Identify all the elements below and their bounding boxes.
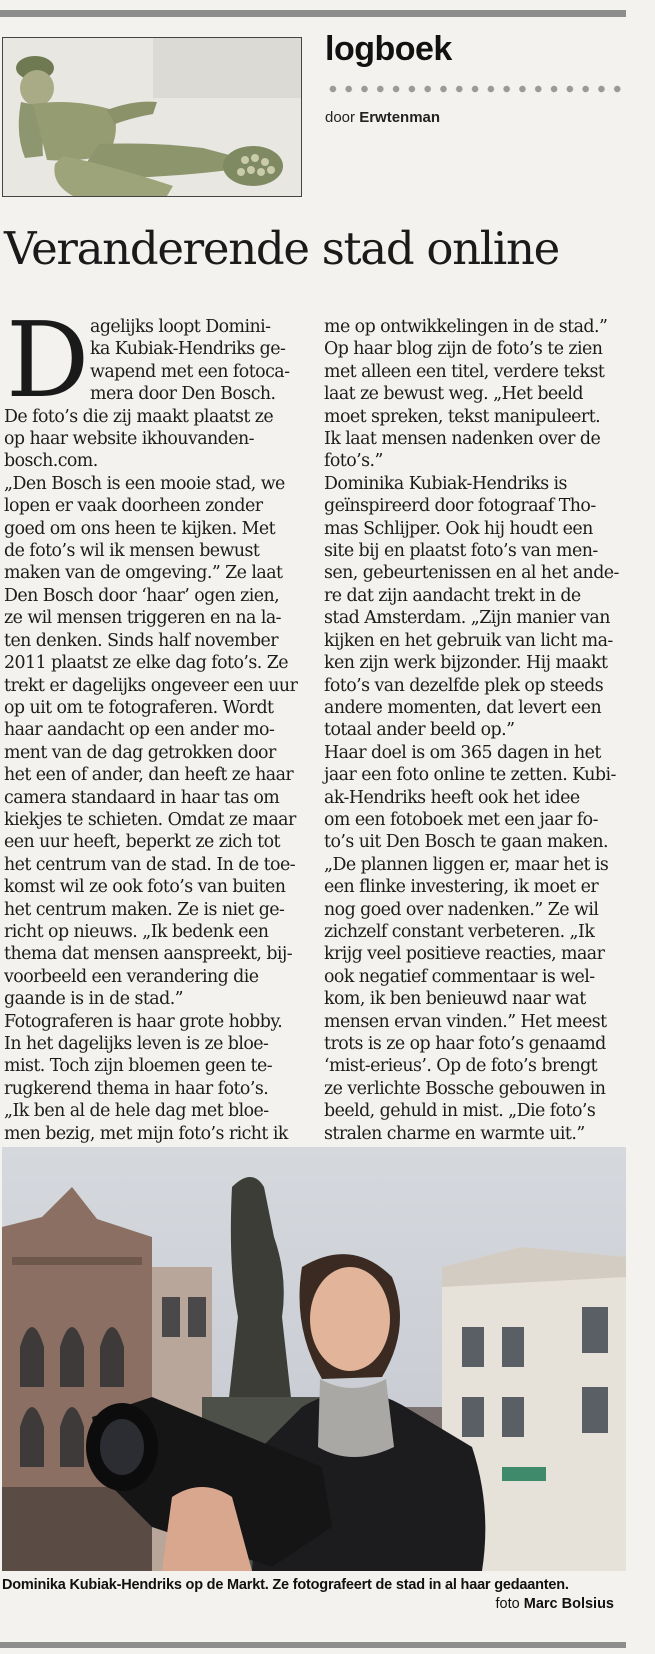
text-line: ment van de dag getrokken door bbox=[4, 742, 276, 763]
right-column-lines bbox=[324, 316, 626, 1145]
erwtenman-statue-illustration bbox=[3, 38, 301, 196]
text-line: trots is ze op haar foto’s genaamd bbox=[324, 1034, 606, 1054]
text-line: ‘mist-erieus’. Op de foto’s brengt bbox=[324, 1056, 598, 1077]
photo-credit-name: Marc Bolsius bbox=[523, 1596, 614, 1612]
text-line: „Den Bosch is een mooie stad, we bbox=[4, 473, 285, 494]
text-line: lopen er vaak doorheen zonder bbox=[4, 496, 263, 517]
text-line: ken zijn werk bijzonder. Hij maakt bbox=[324, 653, 608, 674]
text-line: Dominika Kubiak-Hendriks is bbox=[324, 473, 567, 494]
text-line: Op haar blog zijn de foto’s te zien bbox=[324, 339, 603, 360]
text-line: mera door Den Bosch. bbox=[90, 384, 276, 405]
text-line: ka Kubiak-Hendriks ge- bbox=[90, 339, 286, 360]
text-line: ze verlichte Bossche gebouwen in bbox=[324, 1078, 606, 1099]
text-line: maken van de omgeving.” Ze laat bbox=[4, 563, 283, 584]
text-line: „Ik ben al de hele dag met bloe- bbox=[4, 1101, 269, 1122]
article-headline: Veranderende stad online bbox=[4, 222, 560, 275]
text-line: met alleen een titel, verdere tekst bbox=[324, 361, 605, 382]
text-line: ze wil mensen triggeren en na la- bbox=[4, 608, 281, 629]
text-line: rugkerend thema in haar foto’s. bbox=[4, 1078, 269, 1099]
drop-cap: D bbox=[6, 299, 89, 421]
text-line: jaar een foto online te zetten. Kubi- bbox=[324, 765, 616, 786]
text-line: gaande is in de stad.” bbox=[4, 989, 184, 1010]
text-line: nog goed over nadenken.” Ze wil bbox=[324, 899, 599, 920]
photo-caption: Dominika Kubiak-Hendriks op de Markt. Ze fotografeert de stad in al haar gedaanten. bbox=[2, 1577, 569, 1593]
text-line: trekt er dagelijks ongeveer een uur bbox=[4, 675, 298, 696]
text-line: het een of ander, dan heeft ze haar bbox=[4, 765, 294, 786]
left-column-lines bbox=[4, 316, 302, 1145]
article-photo bbox=[2, 1147, 626, 1571]
top-rule bbox=[0, 10, 626, 17]
text-line: Ik laat mensen nadenken over de bbox=[324, 429, 601, 450]
article-column-right bbox=[324, 316, 626, 1145]
text-line: een flinke investering, ik moet er bbox=[324, 877, 599, 898]
text-line: totaal ander beeld op.” bbox=[324, 720, 515, 741]
text-line: zichzelf constant verbeteren. „Ik bbox=[324, 921, 595, 942]
text-line: Den Bosch door ‘haar’ ogen zien, bbox=[4, 585, 280, 606]
text-line: de foto’s wil ik mensen bewust bbox=[4, 541, 260, 562]
text-line: richt op nieuws. „Ik bedenk een bbox=[4, 921, 269, 942]
text-line: stad Amsterdam. „Zijn manier van bbox=[324, 608, 610, 629]
text-line: „De plannen liggen er, maar het is bbox=[324, 854, 609, 875]
text-line: re dat zijn aandacht trekt in de bbox=[324, 585, 581, 606]
text-line: De foto’s die zij maakt plaatst ze bbox=[4, 406, 274, 427]
byline-prefix: door bbox=[325, 109, 356, 126]
text-line: het centrum maken. Ze is niet ge- bbox=[4, 899, 285, 920]
text-line: ten denken. Sinds half november bbox=[4, 630, 279, 651]
text-line: een uur heeft, beperkt ze zich tot bbox=[4, 832, 280, 853]
text-line: 2011 plaatst ze elke dag foto’s. Ze bbox=[4, 653, 288, 674]
text-line: Fotograferen is haar grote hobby. bbox=[4, 1011, 283, 1032]
text-line: stralen charme en warmte uit.” bbox=[324, 1123, 585, 1144]
article-column-left bbox=[4, 299, 302, 1145]
text-line: op uit om te fotograferen. Wordt bbox=[4, 697, 274, 718]
text-line: kiekjes te schieten. Omdat ze maar bbox=[4, 809, 296, 830]
dotted-divider bbox=[325, 84, 627, 94]
text-line: op haar website ikhouvanden- bbox=[4, 429, 254, 450]
text-line: thema dat mensen aanspreekt, bij- bbox=[4, 944, 293, 965]
text-line: wapend met een fotoca- bbox=[90, 361, 290, 382]
text-line: agelijks loopt Domini- bbox=[90, 317, 271, 337]
text-line: mensen ervan vinden.” Het meest bbox=[324, 1011, 607, 1032]
bottom-rule bbox=[0, 1642, 626, 1648]
text-line: mas Schlijper. Ook hij houdt een bbox=[324, 518, 593, 539]
column-name: logboek bbox=[325, 30, 452, 68]
byline bbox=[325, 109, 440, 126]
text-line: geïnspireerd door fotograaf Tho- bbox=[324, 496, 596, 517]
text-line: het centrum van de stad. In de toe- bbox=[4, 854, 296, 875]
text-line: me op ontwikkelingen in de stad.” bbox=[324, 317, 608, 337]
photo-credit-prefix: foto bbox=[495, 1596, 520, 1612]
column-logo-image bbox=[2, 37, 302, 197]
text-line: foto’s.” bbox=[324, 451, 383, 472]
photo-credit bbox=[496, 1596, 614, 1612]
text-line: om een fotoboek met een jaar fo- bbox=[324, 809, 598, 830]
text-line: krijg veel positieve reacties, maar bbox=[324, 944, 605, 965]
text-line: voorbeeld een verandering die bbox=[4, 966, 259, 987]
text-line: bosch.com. bbox=[4, 451, 98, 472]
text-line: komst wil ze ook foto’s van buiten bbox=[4, 877, 286, 898]
text-line: camera standaard in haar tas om bbox=[4, 787, 280, 808]
text-line: to’s uit Den Bosch te gaan maken. bbox=[324, 832, 608, 853]
byline-author: Erwtenman bbox=[359, 109, 441, 126]
text-line: kom, ik ben benieuwd naar wat bbox=[324, 989, 586, 1010]
text-line: haar aandacht op een ander mo- bbox=[4, 720, 275, 741]
text-line: foto’s van dezelfde plek op steeds bbox=[324, 675, 604, 696]
text-line: andere momenten, dat levert een bbox=[324, 697, 602, 718]
text-line: ak-Hendriks heeft ook het idee bbox=[324, 787, 580, 808]
text-line: In het dagelijks leven is ze bloe- bbox=[4, 1034, 269, 1054]
photo-market-square bbox=[2, 1147, 626, 1571]
text-line: mist. Toch zijn bloemen geen te- bbox=[4, 1056, 273, 1077]
text-line: sen, gebeurtenissen en al het ande- bbox=[324, 563, 619, 584]
text-line: laat ze bewust weg. „Het beeld bbox=[324, 384, 584, 405]
text-line: ook negatief commentaar is wel- bbox=[324, 966, 595, 987]
text-line: kijken en het gebruik van licht ma- bbox=[324, 630, 613, 651]
text-line: men bezig, met mijn foto’s richt ik bbox=[4, 1123, 288, 1144]
text-line: site bij en plaatst foto’s van men- bbox=[324, 541, 598, 562]
text-line: goed om ons heen te kijken. Met bbox=[4, 518, 276, 539]
text-line: beeld, gehuld in mist. „Die foto’s bbox=[324, 1101, 596, 1122]
text-line: moet spreken, tekst manipuleert. bbox=[324, 406, 601, 427]
text-line: Haar doel is om 365 dagen in het bbox=[324, 742, 601, 763]
